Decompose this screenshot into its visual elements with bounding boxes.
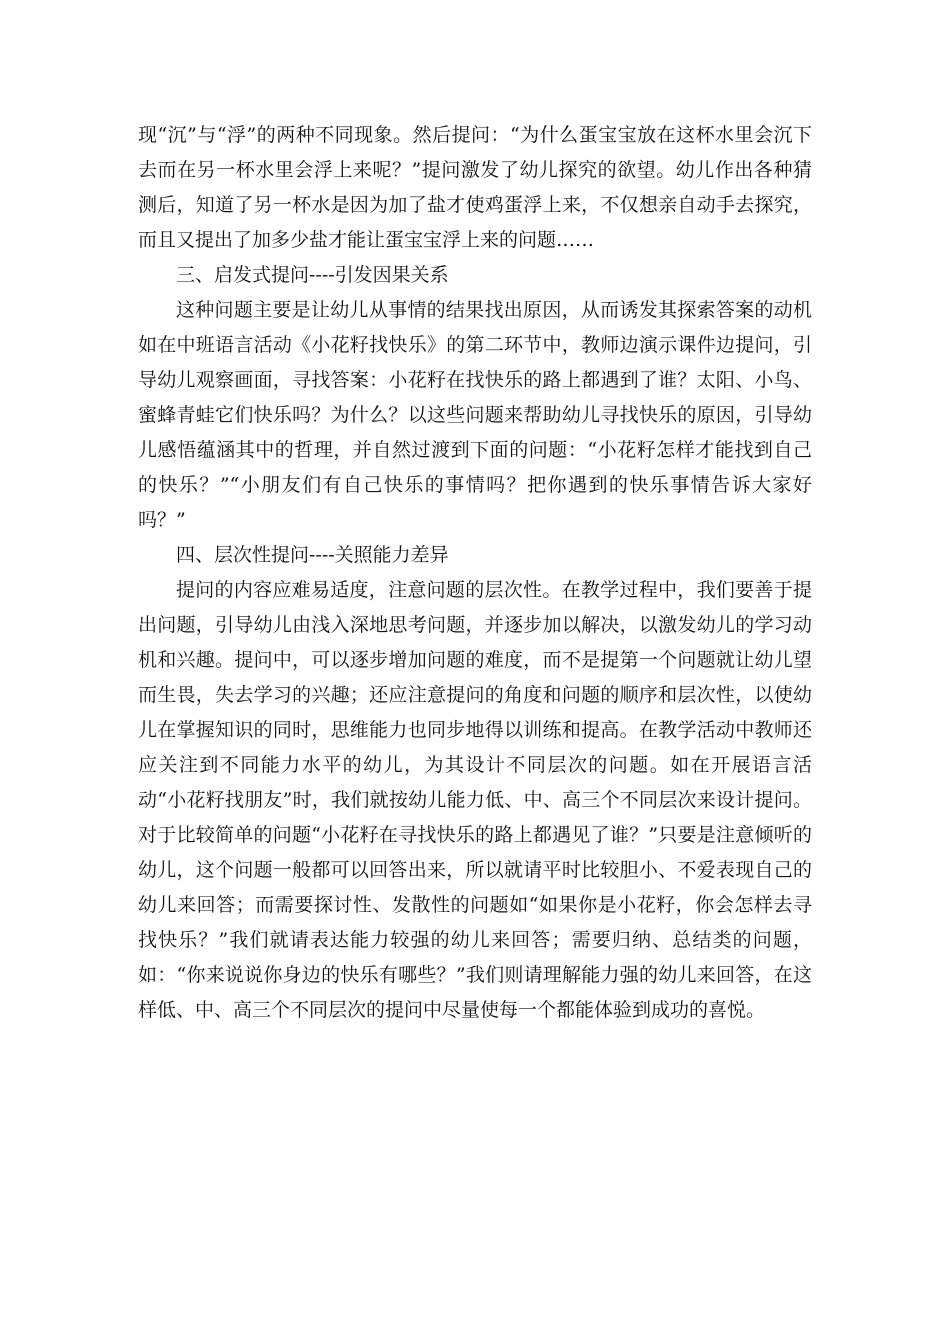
- paragraph-continuation: 现“沉”与“浮”的两种不同现象。然后提问：“为什么蛋宝宝放在这杯水里会沉下去而在另一杯水里会浮上来呢？”提问激发了幼儿探究的欲望。幼儿作出各种猜测后，知道了另一杯水是因为加了盐才使鸡蛋浮上来，不仅想亲自动手去探究，而且又提出了加多少盐才能让蛋宝宝浮上来的问题……: [138, 124, 812, 251]
- section-heading-3: 三、启发式提问----引发因果关系: [176, 264, 449, 286]
- section-heading-4: 四、层次性提问----关照能力差异: [176, 544, 449, 566]
- paragraph-section-4: 提问的内容应难易适度，注意问题的层次性。在教学过程中，我们要善于提出问题，引导幼儿由浅入深地思考问题，并逐步加以解决，以激发幼儿的学习动机和兴趣。提问中，可以逐步增加问题的难度，而不是提第一个问题就让幼儿望而生畏，失去学习的兴趣；还应注意提问的角度和问题的顺序和层次性，以使幼儿在掌握知识的同时，思维能力也同步地得以训练和提高。在教学活动中教师还应关注到不同能力水平的幼儿，为其设计不同层次的问题。如在开展语言活动“小花籽找朋友”时，我们就按幼儿能力低、中、高三个不同层次来设计提问。对于比较简单的问题“小花籽在寻找快乐的路上都遇见了谁？”只要是注意倾听的幼儿，这个问题一般都可以回答出来，所以就请平时比较胆小、不爱表现自己的幼儿来回答；而需要探讨性、发散性的问题如“如果你是小花籽，你会怎样去寻找快乐？”我们就请表达能力较强的幼儿来回答；需要归纳、总结类的问题，如：“你来说说你身边的快乐有哪些？”我们则请理解能力强的幼儿来回答，在这样低、中、高三个不同层次的提问中尽量使每一个都能体验到成功的喜悦。: [138, 579, 812, 1021]
- paragraph-section-3: 这种问题主要是让幼儿从事情的结果找出原因，从而诱发其探索答案的动机如在中班语言活动《小花籽找快乐》的第二环节中，教师边演示课件边提问，引导幼儿观察画面，寻找答案：小花籽在找快乐的路上都遇到了谁？太阳、小鸟、蜜蜂青蛙它们快乐吗？为什么？以这些问题来帮助幼儿寻找快乐的原因，引导幼儿感悟蕴涵其中的哲理，并自然过渡到下面的问题：“小花籽怎样才能找到自己的快乐？”“小朋友们有自己快乐的事情吗？把你遇到的快乐事情告诉大家好吗？”: [138, 299, 812, 531]
- body-text: [138, 118, 812, 1028]
